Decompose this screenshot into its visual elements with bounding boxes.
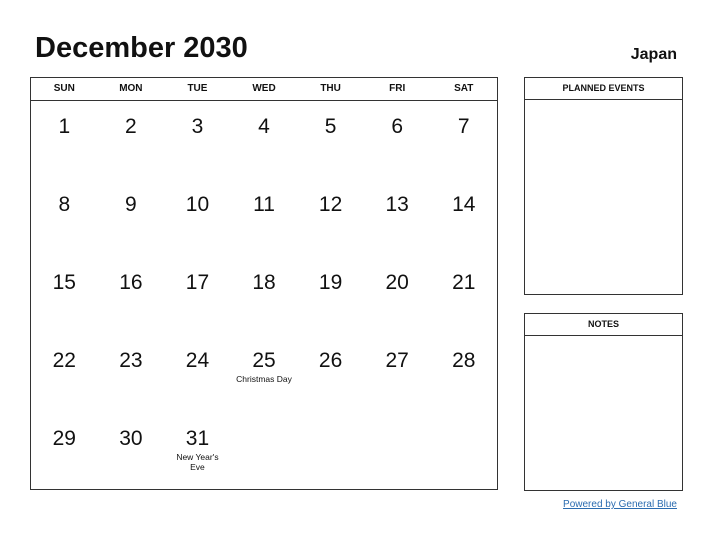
day-cell: [430, 334, 497, 412]
day-cell: [31, 100, 98, 178]
day-cell: [364, 412, 431, 490]
day-number: 29: [52, 427, 76, 450]
day-cell: [231, 256, 298, 334]
day-cell: [98, 256, 165, 334]
day-number: 9: [125, 193, 137, 216]
day-cell: [231, 178, 298, 256]
day-number: 22: [52, 349, 76, 372]
day-number: 1: [58, 115, 71, 138]
calendar-grid: [30, 77, 498, 490]
day-number: 24: [185, 349, 210, 372]
day-cell: [364, 256, 431, 334]
day-cell: [430, 412, 497, 490]
week-row: [31, 178, 497, 256]
day-cell: [164, 100, 231, 178]
day-number: 6: [391, 115, 404, 138]
day-number: 28: [452, 349, 476, 372]
day-number: 7: [457, 115, 470, 138]
day-number: 5: [324, 115, 337, 138]
day-number: 18: [252, 271, 276, 294]
day-number: 8: [58, 193, 71, 216]
day-cell: [98, 100, 165, 178]
day-cell: [164, 178, 231, 256]
day-number: 15: [52, 271, 76, 294]
day-cell: [164, 256, 231, 334]
month-title: December 2030: [35, 32, 248, 64]
weekday-sat: SAT: [454, 83, 474, 94]
day-cell: [164, 412, 231, 490]
day-cell: [297, 178, 364, 256]
day-cell: [364, 178, 431, 256]
day-number: 20: [385, 271, 409, 294]
day-cell: [297, 412, 364, 490]
weekday-mon: MON: [119, 83, 143, 94]
day-number: 27: [385, 349, 409, 372]
week-row: [31, 100, 497, 178]
day-cell: [31, 178, 98, 256]
week-row: [31, 256, 497, 334]
holiday-label: Christmas Day: [236, 374, 292, 384]
planned-events-panel: [524, 77, 683, 295]
week-row: [31, 334, 497, 412]
day-number: 14: [452, 193, 476, 216]
planned-events-heading: PLANNED EVENTS: [525, 78, 682, 100]
day-number: 10: [185, 193, 210, 216]
day-number: 12: [318, 193, 343, 216]
holiday-label: New Year's Eve: [176, 452, 219, 472]
day-number: 2: [125, 115, 137, 138]
calendar-weeks: [31, 100, 497, 490]
day-number: 25: [252, 349, 276, 372]
weekday-tue: TUE: [187, 83, 208, 94]
day-number: 13: [385, 193, 409, 216]
day-cell: [231, 100, 298, 178]
day-number: 19: [318, 271, 343, 294]
weekday-header-row: [31, 78, 497, 101]
day-cell: [164, 334, 231, 412]
day-cell: [297, 334, 364, 412]
day-number: 31: [185, 427, 210, 450]
day-cell: [364, 334, 431, 412]
day-cell: [31, 412, 98, 490]
day-cell: [297, 256, 364, 334]
weekday-thu: THU: [320, 83, 341, 94]
notes-panel: [524, 313, 683, 491]
day-cell: [98, 178, 165, 256]
weekday-sun: SUN: [53, 83, 75, 94]
day-number: 17: [185, 271, 210, 294]
weekday-wed: WED: [252, 83, 276, 94]
day-cell: [430, 178, 497, 256]
day-cell: [31, 334, 98, 412]
week-row: [31, 412, 497, 490]
day-cell: [297, 100, 364, 178]
weekday-fri: FRI: [389, 83, 406, 94]
notes-heading: NOTES: [525, 314, 682, 336]
day-cell: [231, 412, 298, 490]
powered-by-link[interactable]: Powered by General Blue: [563, 499, 677, 510]
day-number: 11: [253, 193, 275, 216]
day-number: 21: [452, 271, 476, 294]
day-number: 4: [258, 115, 270, 138]
day-number: 3: [191, 115, 204, 138]
day-number: 23: [119, 349, 143, 372]
day-cell: [430, 256, 497, 334]
day-number: 30: [119, 427, 143, 450]
day-cell: [98, 334, 165, 412]
day-cell: [98, 412, 165, 490]
day-cell: [31, 256, 98, 334]
day-number: 26: [318, 349, 343, 372]
day-cell: [364, 100, 431, 178]
day-cell: [231, 334, 298, 412]
day-cell: [430, 100, 497, 178]
day-number: 16: [119, 271, 143, 294]
country-label: Japan: [630, 46, 677, 63]
